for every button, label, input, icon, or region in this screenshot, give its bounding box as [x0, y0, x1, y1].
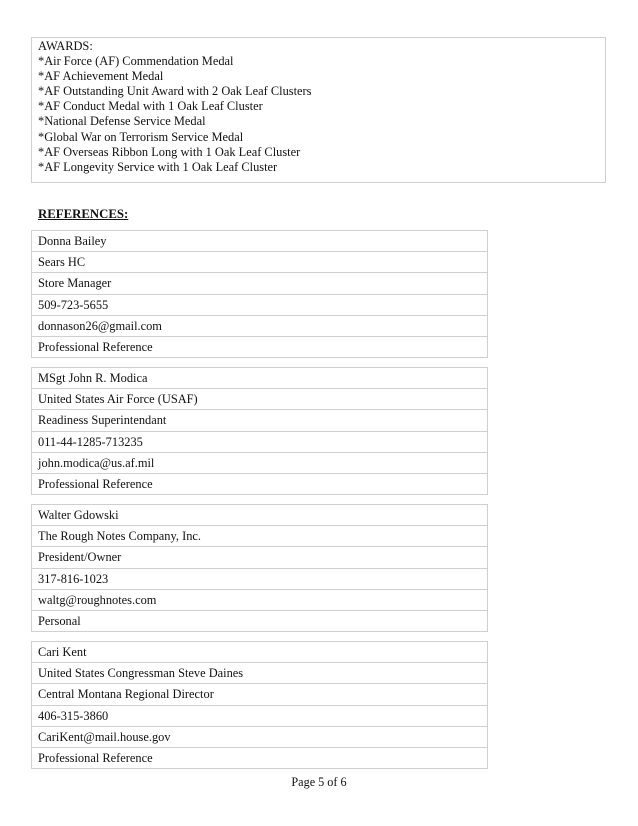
reference-type: Professional Reference — [32, 748, 487, 769]
reference-phone: 509-723-5655 — [32, 295, 487, 316]
reference-card — [31, 367, 488, 495]
references-heading: REFERENCES: — [38, 207, 129, 221]
award-item: *Global War on Terrorism Service Medal — [38, 129, 244, 144]
award-item: *AF Conduct Medal with 1 Oak Leaf Cluster — [38, 99, 263, 114]
reference-email: john.modica@us.af.mil — [32, 453, 487, 474]
reference-organization: United States Congressman Steve Daines — [32, 663, 487, 684]
awards-section — [31, 37, 606, 183]
reference-email: CariKent@mail.house.gov — [32, 727, 487, 748]
reference-card — [31, 504, 488, 632]
reference-phone: 406-315-3860 — [32, 706, 487, 727]
reference-email: donnason26@gmail.com — [32, 316, 487, 337]
award-item: *Air Force (AF) Commendation Medal — [38, 54, 234, 69]
reference-card — [31, 230, 488, 358]
reference-organization: United States Air Force (USAF) — [32, 389, 487, 410]
reference-name: MSgt John R. Modica — [32, 368, 487, 389]
reference-organization: Sears HC — [32, 252, 487, 273]
reference-email: waltg@roughnotes.com — [32, 590, 487, 611]
reference-name: Cari Kent — [32, 642, 487, 663]
reference-phone: 011-44-1285-713235 — [32, 432, 487, 453]
award-item: *National Defense Service Medal — [38, 114, 206, 129]
reference-title: Central Montana Regional Director — [32, 684, 487, 705]
awards-heading: AWARDS: — [38, 39, 93, 53]
reference-title: Store Manager — [32, 273, 487, 294]
reference-type: Personal — [32, 611, 487, 632]
award-item: *AF Achievement Medal — [38, 69, 164, 84]
award-item: *AF Longevity Service with 1 Oak Leaf Cluster — [38, 159, 278, 174]
reference-phone: 317-816-1023 — [32, 569, 487, 590]
reference-type: Professional Reference — [32, 337, 487, 358]
reference-card — [31, 641, 488, 769]
reference-name: Donna Bailey — [32, 231, 487, 252]
reference-title: President/Owner — [32, 547, 487, 568]
award-item: *AF Overseas Ribbon Long with 1 Oak Leaf Cluster — [38, 144, 301, 159]
reference-title: Readiness Superintendant — [32, 410, 487, 431]
reference-organization: The Rough Notes Company, Inc. — [32, 526, 487, 547]
award-item: *AF Outstanding Unit Award with 2 Oak Leaf Clusters — [38, 84, 312, 99]
reference-type: Professional Reference — [32, 474, 487, 495]
page-number: Page 5 of 6 — [291, 775, 347, 789]
reference-name: Walter Gdowski — [32, 505, 487, 526]
